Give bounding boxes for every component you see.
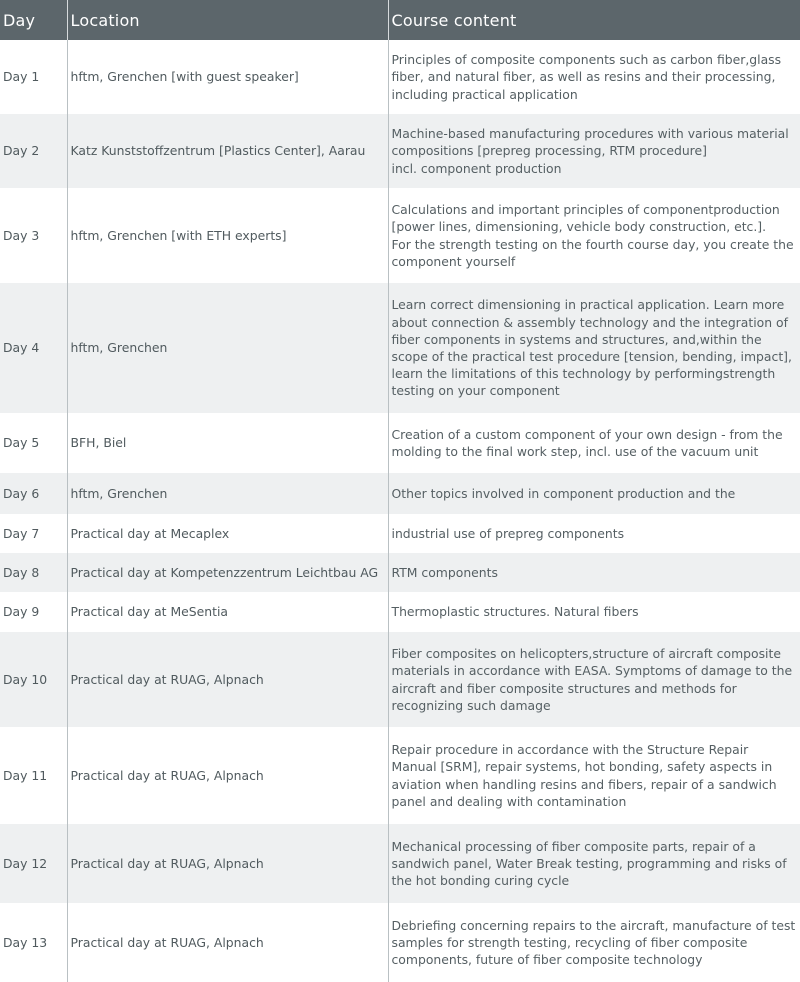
table-row bbox=[0, 283, 800, 413]
day-cell: Day 9 bbox=[0, 592, 67, 632]
content-cell: Thermoplastic structures. Natural fibers bbox=[388, 592, 800, 632]
content-cell: Machine-based manufacturing procedures with various material compositions [prepreg processing, RTM procedure] incl. component production bbox=[388, 114, 800, 188]
content-cell: Mechanical processing of fiber composite parts, repair of a sandwich panel, Water Break testing, programming and risks of the hot bonding curing cycle bbox=[388, 824, 800, 903]
location-cell: Practical day at MeSentia bbox=[67, 592, 388, 632]
content-cell: Creation of a custom component of your own design - from the molding to the final work step, incl. use of the vacuum unit bbox=[388, 413, 800, 473]
content-cell: Learn correct dimensioning in practical application. Learn more about connection & assembly technology and the integration of fiber components in systems and structures, and,within the scope of the practical test procedure [tension, bending, impact], learn the limitations of this technology by performingstrength testing on your component bbox=[388, 283, 800, 413]
table-row bbox=[0, 413, 800, 473]
location-cell: BFH, Biel bbox=[67, 413, 388, 473]
day-cell: Day 5 bbox=[0, 413, 67, 473]
location-cell: hftm, Grenchen bbox=[67, 283, 388, 413]
table-row bbox=[0, 514, 800, 553]
content-cell: Repair procedure in accordance with the Structure Repair Manual [SRM], repair systems, hot bonding, safety aspects in aviation when handling resins and fibers, repair of a sandwich panel and dealing with contamination bbox=[388, 727, 800, 824]
table-row bbox=[0, 824, 800, 903]
table-row bbox=[0, 553, 800, 592]
content-cell: industrial use of prepreg components bbox=[388, 514, 800, 553]
day-cell: Day 13 bbox=[0, 903, 67, 982]
table-row bbox=[0, 592, 800, 632]
location-cell: Practical day at RUAG, Alpnach bbox=[67, 632, 388, 727]
content-cell: Debriefing concerning repairs to the aircraft, manufacture of test samples for strength testing, recycling of fiber composite components, future of fiber composite technology bbox=[388, 903, 800, 982]
table-row bbox=[0, 903, 800, 982]
day-cell: Day 1 bbox=[0, 40, 67, 114]
day-cell: Day 12 bbox=[0, 824, 67, 903]
location-cell: Katz Kunststoffzentrum [Plastics Center], Aarau bbox=[67, 114, 388, 188]
table-row bbox=[0, 40, 800, 114]
day-cell: Day 11 bbox=[0, 727, 67, 824]
location-cell: hftm, Grenchen [with ETH experts] bbox=[67, 188, 388, 283]
content-cell: Fiber composites on helicopters,structure of aircraft composite materials in accordance with EASA. Symptoms of damage to the aircraft and fiber composite structures and methods for recognizing such damage bbox=[388, 632, 800, 727]
header-row bbox=[0, 0, 800, 40]
location-cell: hftm, Grenchen bbox=[67, 473, 388, 514]
location-cell: hftm, Grenchen [with guest speaker] bbox=[67, 40, 388, 114]
header-day: Day bbox=[0, 0, 67, 40]
table-header bbox=[0, 0, 800, 40]
content-cell: Calculations and important principles of componentproduction [power lines, dimensioning, vehicle body construction, etc.]. For the strength testing on the fourth course day, you create the component yourself bbox=[388, 188, 800, 283]
table-row bbox=[0, 473, 800, 514]
table-body bbox=[0, 40, 800, 982]
day-cell: Day 8 bbox=[0, 553, 67, 592]
table-row bbox=[0, 632, 800, 727]
location-cell: Practical day at RUAG, Alpnach bbox=[67, 903, 388, 982]
header-location: Location bbox=[67, 0, 388, 40]
content-cell: RTM components bbox=[388, 553, 800, 592]
location-cell: Practical day at RUAG, Alpnach bbox=[67, 824, 388, 903]
content-cell: Principles of composite components such as carbon fiber,glass fiber, and natural fiber, as well as resins and their processing, including practical application bbox=[388, 40, 800, 114]
location-cell: Practical day at RUAG, Alpnach bbox=[67, 727, 388, 824]
day-cell: Day 2 bbox=[0, 114, 67, 188]
day-cell: Day 3 bbox=[0, 188, 67, 283]
table-row bbox=[0, 727, 800, 824]
location-cell: Practical day at Mecaplex bbox=[67, 514, 388, 553]
table-row bbox=[0, 188, 800, 283]
header-course-content: Course content bbox=[388, 0, 800, 40]
day-cell: Day 4 bbox=[0, 283, 67, 413]
day-cell: Day 7 bbox=[0, 514, 67, 553]
day-cell: Day 6 bbox=[0, 473, 67, 514]
location-cell: Practical day at Kompetenzzentrum Leichtbau AG bbox=[67, 553, 388, 592]
table-row bbox=[0, 114, 800, 188]
day-cell: Day 10 bbox=[0, 632, 67, 727]
content-cell: Other topics involved in component production and the bbox=[388, 473, 800, 514]
